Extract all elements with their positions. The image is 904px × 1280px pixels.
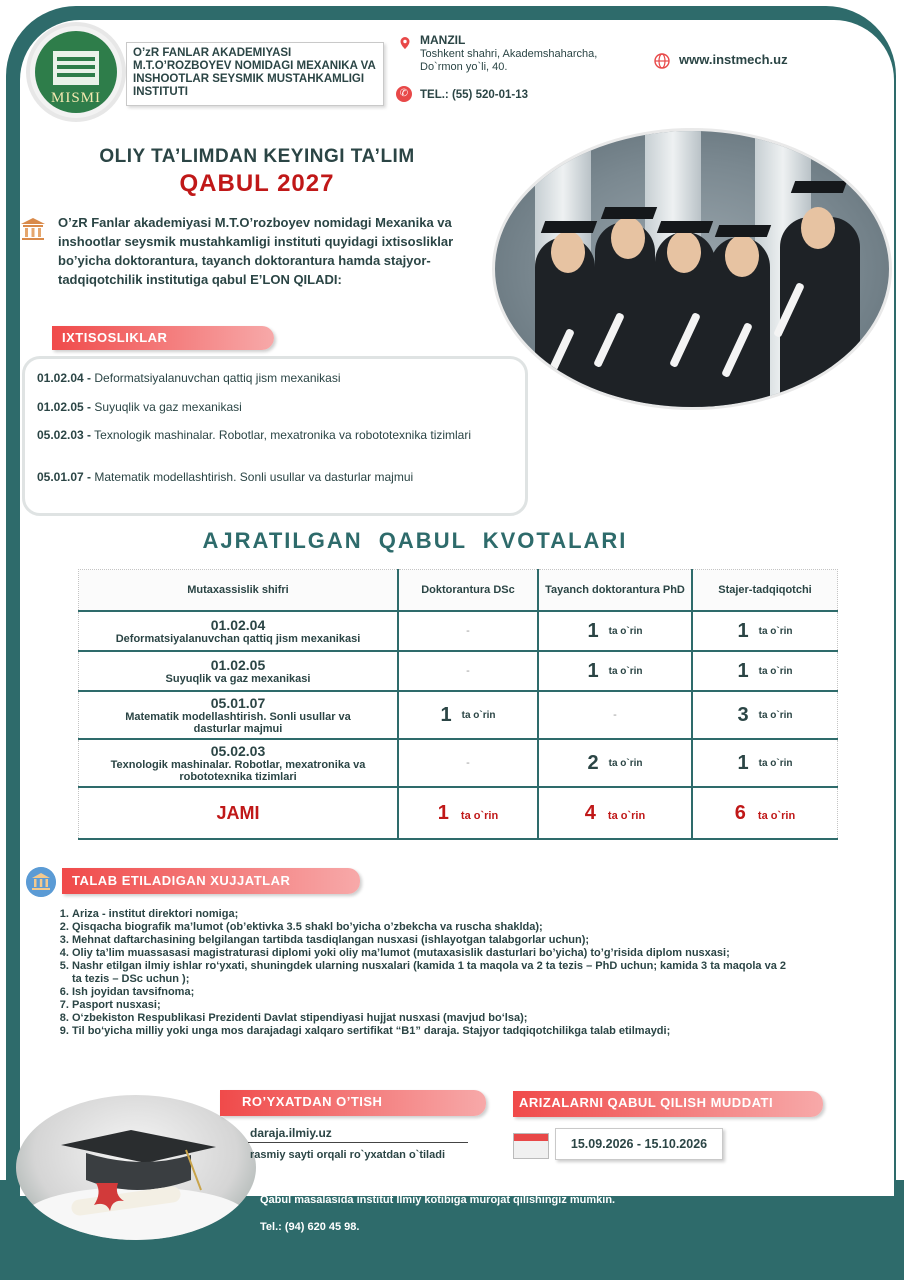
- deadline-dates: 15.09.2026 - 15.10.2026: [555, 1128, 723, 1160]
- documents-heading: TALAB ETILADIGAN XUJJATLAR: [62, 868, 360, 894]
- table-row: 01.02.04 Deformatsiyalanuvchan qattiq jism mexanikasi - 1 ta o`rin 1 ta o`rin: [79, 611, 838, 651]
- list-item: 01.02.04 - Deformatsiyalanuvchan qattiq jism mexanikasi: [37, 371, 341, 385]
- column-header: Stajer-tadqiqotchi: [692, 570, 838, 612]
- table-row: 05.01.07 Matematik modellashtirish. Sonli usullar va dasturlar majmui 1 ta o`rin - 3 ta o`rin: [79, 691, 838, 739]
- list-item: 9. Til bo‘yicha milliy yoki unga mos darajadagi xalqaro sertifikat “B1” daraja. Stajyor tadqiqotchilikga talab etilmaydi;: [72, 1025, 792, 1038]
- list-item: 7. Pasport nusxasi;: [72, 999, 792, 1012]
- list-item: 6. Ish joyidan tavsifnoma;: [72, 986, 792, 999]
- logo-text: MISMI: [50, 90, 101, 106]
- list-item: 5. Nashr etilgan ilmiy ishlar ro‘yxati, shuningdek ularning nusxalari (kamida 1 ta maqola va 2 ta tezis – PhD uchun; kamida 3 ta maqola va 2 ta tezis – DSc uchun );: [72, 960, 792, 986]
- specialties-list: [22, 356, 528, 516]
- column-header: Doktorantura DSc: [398, 570, 538, 612]
- documents-list: [54, 908, 792, 1038]
- list-item: 01.02.05 - Suyuqlik va gaz mexanikasi: [37, 400, 242, 414]
- institution-icon: [20, 217, 46, 241]
- quotas-heading: AJRATILGAN QABUL KVOTALARI: [202, 528, 628, 553]
- table-total-row: JAMI 1 ta o`rin 4 ta o`rin 6 ta o`rin: [79, 787, 838, 839]
- phone-icon: ✆: [396, 86, 412, 102]
- address-block: [420, 34, 597, 74]
- list-item: 3. Mehnat daftarchasining belgilangan tartibda tasdiqlangan nusxasi (ishlayotgan talabgorlar uchun);: [72, 934, 792, 947]
- list-item: 05.02.03 - Texnologik mashinalar. Robotlar, mexatronika va robototexnika tizimlari: [37, 428, 472, 442]
- divider: [248, 1142, 468, 1143]
- list-item: 1. Ariza - institut direktori nomiga;: [72, 908, 792, 921]
- calendar-icon: [513, 1133, 549, 1159]
- table-header-row: [79, 570, 838, 612]
- specialties-heading: IXTISOSLIKLAR: [52, 326, 274, 350]
- registration-heading: RO’YXATDAN O’TISH: [220, 1090, 486, 1116]
- list-item: 4. Oliy ta’lim muassasasi magistraturasi diplomi yoki oliy ma’lumot (mutaxasislik dasturlari bo’yicha) to’g’risida diplom nusxasi;: [72, 947, 792, 960]
- address-label: MANZIL: [420, 33, 466, 47]
- registration-link[interactable]: daraja.ilmiy.uz: [250, 1126, 332, 1140]
- address-line-1: Toshkent shahri, Akademshaharcha,: [420, 48, 598, 60]
- list-item: 2. Qisqacha biografik ma’lumot (ob’ektivka 3.5 shakl bo’yicha o’zbekcha va ruscha shaklda);: [72, 921, 792, 934]
- location-pin-icon: [398, 36, 412, 50]
- deadline-heading: ARIZALARNI QABUL QILISH MUDDATI: [513, 1091, 823, 1117]
- website-link[interactable]: www.instmech.uz: [679, 52, 788, 67]
- institution-icon: [26, 867, 56, 897]
- footer-note: Qabul masalasida institut Ilmiy kotibiga murojat qilishingiz mumkin.: [260, 1194, 616, 1206]
- institute-name: O’zR FANLAR AKADEMIYASI M.T.O’ROZBOYEV NOMIDAGI MEXANIKA VA INSHOOTLAR SEYSMIK MUSTAHKAMLIGI INSTITUTI: [126, 42, 384, 106]
- institute-logo: [26, 22, 126, 122]
- intro-text: O’zR Fanlar akademiyasi M.T.O’rozboyev nomidagi Mexanika va inshootlar seysmik mustahkamligi instituti quyidagi ixtisosliklar bo’yicha doktorantura, tayanch doktorantura hamda stajyor-tadqiqotchilik institutiga qabul E’LON QILADI:: [58, 215, 454, 287]
- column-header: Tayanch doktorantura PhD: [538, 570, 692, 612]
- table-row: 05.02.03 Texnologik mashinalar. Robotlar, mexatronika va robototexnika tizimlari - 2 ta o`rin 1 ta o`rin: [79, 739, 838, 787]
- footer-phone: Tel.: (94) 620 45 98.: [260, 1221, 360, 1233]
- building-icon: [53, 51, 99, 85]
- quotas-table: [78, 569, 838, 840]
- graduates-photo: [492, 128, 892, 410]
- registration-note: rasmiy sayti orqali ro`yxatdan o`tiladi: [250, 1149, 446, 1161]
- list-item: 05.01.07 - Matematik modellashtirish. Sonli usullar va dasturlar majmui: [37, 470, 414, 484]
- phone-number: TEL.: (55) 520-01-13: [420, 89, 529, 101]
- list-item: 8. O‘zbekiston Respublikasi Prezidenti Davlat stipendiyasi hujjat nusxasi (mavjud bo‘lsa);: [72, 1012, 792, 1025]
- column-header: Mutaxassislik shifri: [79, 570, 399, 612]
- page-title: OLIY TA’LIMDAN KEYINGI TA’LIM: [99, 146, 415, 167]
- graduation-cap-icon: [16, 1095, 256, 1240]
- page-subtitle: QABUL 2027: [179, 170, 335, 197]
- table-row: 01.02.05 Suyuqlik va gaz mexanikasi - 1 ta o`rin 1 ta o`rin: [79, 651, 838, 691]
- graduation-cap-image: [16, 1095, 256, 1240]
- address-line-2: Do`rmon yo`li, 40.: [420, 61, 508, 73]
- globe-icon: [654, 53, 670, 69]
